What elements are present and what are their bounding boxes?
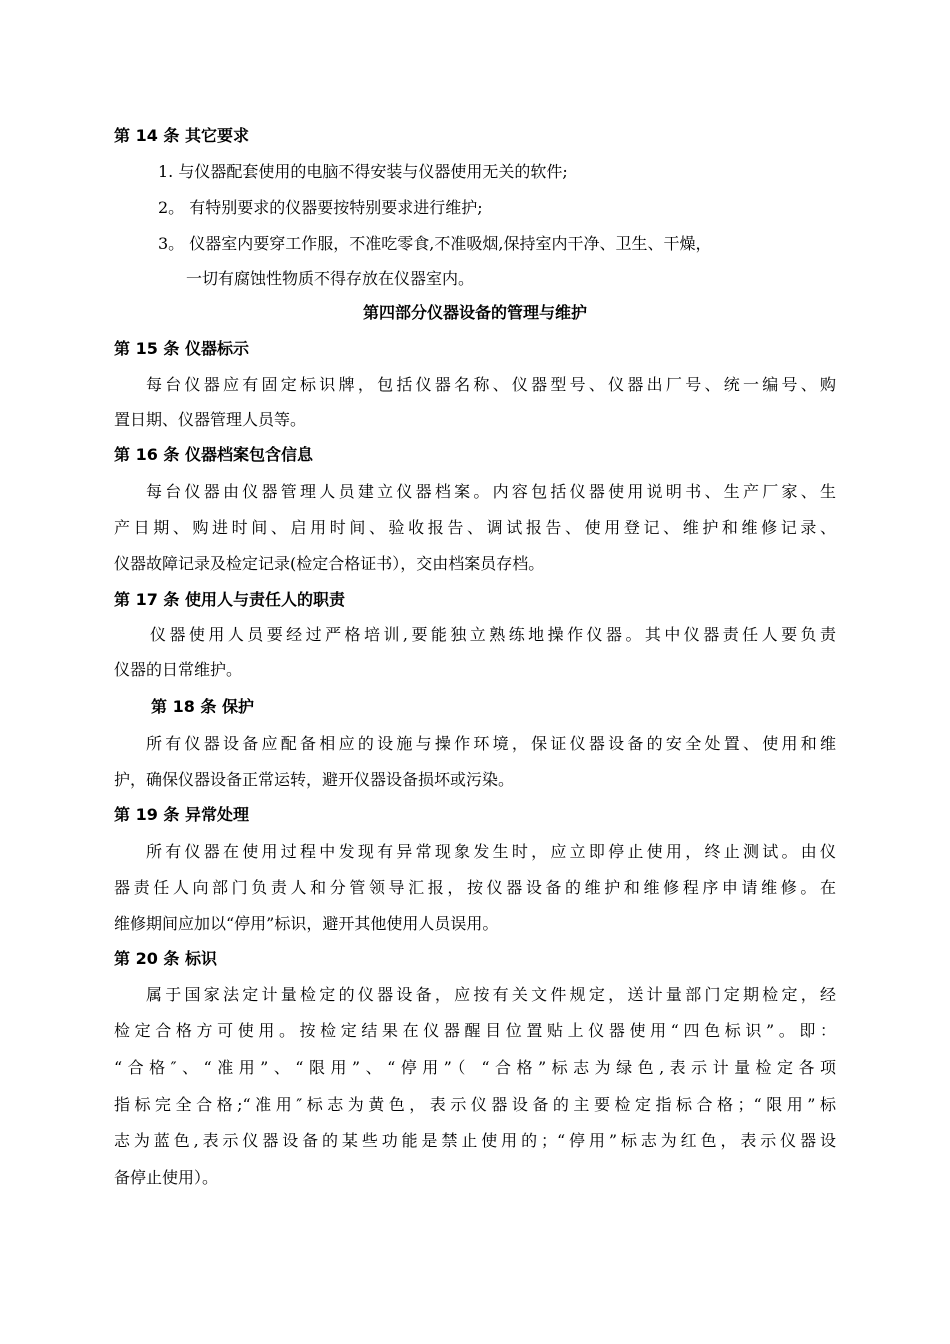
section-16-line-1: 每台仪器由仪器管理人员建立仪器档案。内容包括仪器使用说明书、生产厂家、生: [146, 482, 836, 501]
part-4-title: 第四部分仪器设备的管理与维护: [362, 303, 587, 322]
section-14-item-1: 1. 与仪器配套使用的电脑不得安装与仪器使用无关的软件;: [158, 162, 568, 181]
section-16-heading: 第 16 条 仪器档案包含信息: [114, 445, 313, 464]
section-20-line-2: 检定合格方可使用。按检定结果在仪器醒目位置贴上仪器使用“四色标识”。即：: [114, 1021, 836, 1040]
section-16-line-3: 仪器故障记录及检定记录(检定合格证书），交由档案员存档。: [114, 554, 545, 573]
section-20-heading: 第 20 条 标识: [114, 949, 217, 968]
section-17-heading: 第 17 条 使用人与责任人的职责: [114, 590, 345, 609]
section-20-line-5: 志为蓝色,表示仪器设备的某些功能是禁止使用的；“停用”标志为红色，表示仪器设: [114, 1131, 836, 1150]
section-19-heading: 第 19 条 异常处理: [114, 805, 249, 824]
section-20-line-6: 备停止使用）。: [114, 1168, 219, 1187]
section-19-line-1: 所有仪器在使用过程中发现有异常现象发生时，应立即停止使用，终止测试。由仪: [146, 842, 836, 861]
section-20-line-3: “合格″、“准用”、“限用”、“停用”（ “合格”标志为绿色,表示计量检定各项: [114, 1058, 836, 1077]
section-14-item-3: 3。 仪器室内要穿工作服，不准吃零食,不准吸烟,保持室内干净、卫生、干燥，: [158, 234, 712, 253]
section-15-heading: 第 15 条 仪器标示: [114, 339, 249, 358]
section-15-line-1: 每台仪器应有固定标识牌，包括仪器名称、仪器型号、仪器出厂号、统一编号、购: [146, 375, 836, 394]
section-14-heading: 第 14 条 其它要求: [114, 126, 249, 145]
section-20-line-4: 指标完全合格;“准用″标志为黄色，表示仪器设备的主要检定指标合格；“限用”标: [114, 1095, 836, 1114]
section-14-item-2: 2。 有特别要求的仪器要按特别要求进行维护;: [158, 198, 483, 217]
section-14-item-3-cont: 一切有腐蚀性物质不得存放在仪器室内。: [186, 269, 475, 288]
section-18-heading: 第 18 条 保护: [151, 697, 254, 716]
section-18-line-2: 护，确保仪器设备正常运转，避开仪器设备损坏或污染。: [114, 770, 515, 789]
section-20-line-1: 属于国家法定计量检定的仪器设备，应按有关文件规定，送计量部门定期检定，经: [146, 985, 836, 1004]
section-15-line-2: 置日期、仪器管理人员等。: [114, 410, 307, 429]
section-17-line-2: 仪器的日常维护。: [114, 660, 243, 679]
section-19-line-2: 器责任人向部门负责人和分管领导汇报，按仪器设备的维护和维修程序申请维修。在: [114, 878, 836, 897]
section-19-line-3: 维修期间应加以“停用”标识，避开其他使用人员误用。: [114, 914, 499, 933]
section-18-line-1: 所有仪器设备应配备相应的设施与操作环境，保证仪器设备的安全处置、使用和维: [146, 734, 836, 753]
section-17-line-1: 仪器使用人员要经过严格培训,要能独立熟练地操作仪器。其中仪器责任人要负责: [150, 625, 836, 644]
section-16-line-2: 产日期、购进时间、启用时间、验收报告、调试报告、使用登记、维护和维修记录、: [114, 518, 836, 537]
